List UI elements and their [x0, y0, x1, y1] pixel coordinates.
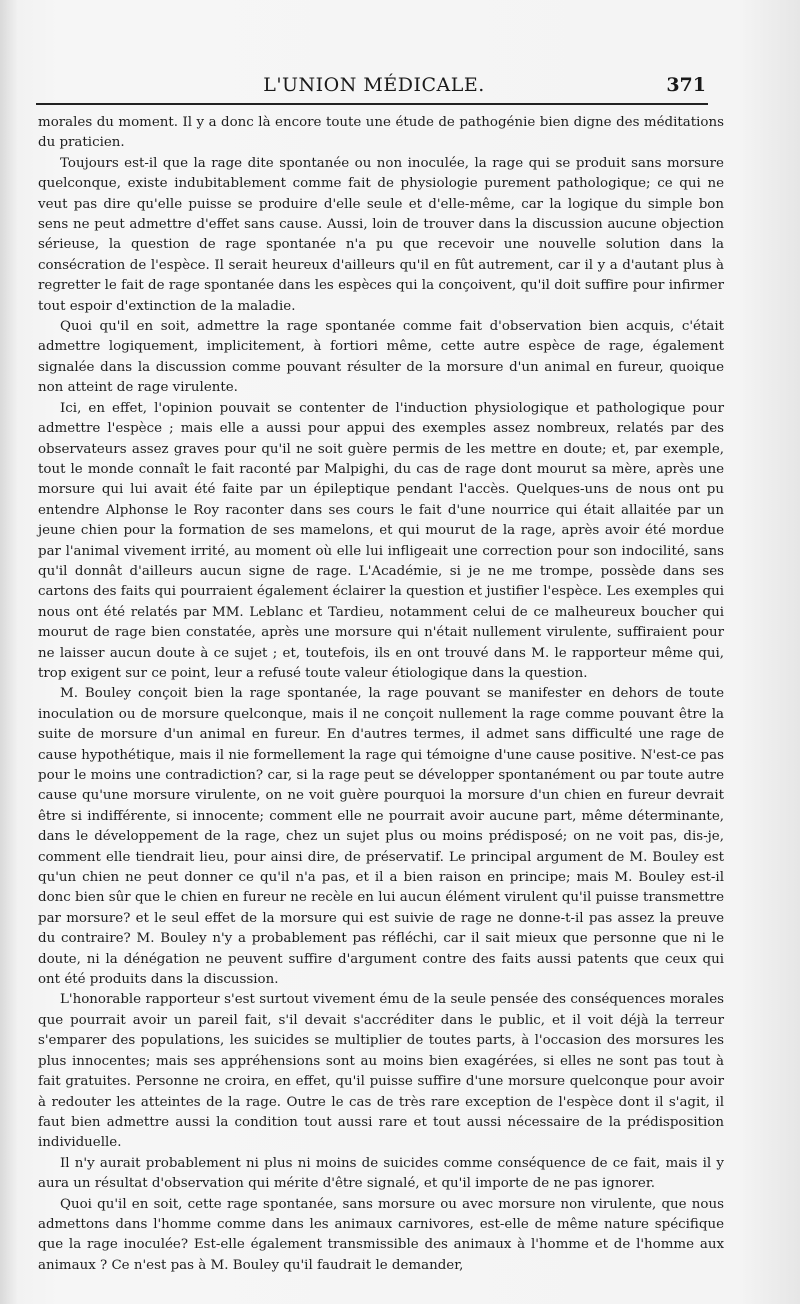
- paragraph: Ici, en effet, l'opinion pouvait se contenter de l'induction physiologique et pathologique pour admettre l'espèce ; mais elle a aussi pour appui des exemples assez nombreux, relatés par des observateurs assez graves pour qu'il ne soit guère permis de les mettre en doute; et, par exemple, tout le monde connaît le fait raconté par Malpighi, du cas de rage dont mourut sa mère, après une morsure qui lui avait été faite par un épileptique pendant l'accès. Quelques-uns de nous ont pu entendre Alphonse le Roy raconter dans ses cours le fait d'une nourrice qui était allaitée par un jeune chien pour la formation de ses mamelons, et qui mourut de la rage, après avoir été mordue par l'animal vivement irrité, au moment où elle lui infligeait une correction pour son indocilité, sans qu'il donnât d'ailleurs aucun signe de rage. L'Académie, si je ne me trompe, possède dans ses cartons des faits qui pourraient également éclairer la question et justifier l'espèce. Les exemples qui nous ont été relatés par MM. Leblanc et Tardieu, notamment celui de ce malheureux boucher qui mourut de rage bien constatée, après une morsure qui n'était nullement virulente, suffiraient pour ne laisser aucun doute à ce sujet ; et, toutefois, ils en ont trouvé dans M. le rapporteur même qui, trop exigent sur ce point, leur a refusé toute valeur étiologique dans la question.: [38, 400, 724, 681]
- paragraph: Toujours est-il que la rage dite spontanée ou non inoculée, la rage qui se produit sans morsure quelconque, existe indubitablement comme fait de physiologie purement pathologique; ce qui ne veut pas dire qu'elle puisse se produire d'elle seule et d'elle-même, car la logique du simple bon sens ne peut admettre d'effet sans cause. Aussi, loin de trouver dans la discussion aucune objection sérieuse, la question de rage spontanée n'a pu que recevoir une nouvelle solution dans la consécration de l'espèce. Il serait heureux d'ailleurs qu'il en fût autrement, car il y a d'autant plus à regretter le fait de rage spontanée dans les espèces qui la conçoivent, qu'il doit suffire pour infirmer tout espoir d'extinction de la maladie.: [38, 155, 724, 314]
- page-number: 371: [666, 74, 706, 96]
- paragraph: Il n'y aurait probablement ni plus ni moins de suicides comme conséquence de ce fait, mais il y aura un résultat d'observation qui mérite d'être signalé, et qu'il importe de ne pas ignorer.: [38, 1155, 724, 1192]
- paragraph: L'honorable rapporteur s'est surtout vivement ému de la seule pensée des conséquences morales que pourrait avoir un pareil fait, s'il devait s'accréditer dans le public, et il voit déjà la terreur s'emparer des populations, les suicides se multiplier de toutes parts, à l'occasion des morsures les plus innocentes; mais ses appréhensions sont au moins bien exagérées, si elles ne sont pas tout à fait gratuites. Personne ne croira, en effet, qu'il puisse suffire d'une morsure quelconque pour avoir à redouter les atteintes de la rage. Outre le cas de très rare exception de l'espèce dont il s'agit, il faut bien admettre aussi la condition tout aussi rare et tout aussi nécessaire de la prédisposition individuelle.: [38, 992, 724, 1151]
- paragraph: M. Bouley conçoit bien la rage spontanée, la rage pouvant se manifester en dehors de toute inoculation ou de morsure quelconque, mais il ne conçoit nullement la rage comme pouvant être la suite de morsure d'un animal en fureur. En d'autres termes, il admet sans difficulté une rage de cause hypothétique, mais il nie formellement la rage qui témoigne d'une cause positive. N'est-ce pas pour le moins une contradiction? car, si la rage peut se développer spontanément ou par toute autre cause qu'une morsure virulente, on ne voit guère pourquoi la morsure d'un chien en fureur devrait être si indifférente, si innocente; comment elle ne pourrait avoir aucune part, même déterminante, dans le développement de la rage, chez un sujet plus ou moins prédisposé; on ne voit pas, dis-je, comment elle tiendrait lieu, pour ainsi dire, de préservatif. Le principal argument de M. Bouley est qu'un chien ne peut donner ce qu'il n'a pas, et il a bien raison en principe; mais M. Bouley est-il donc bien sûr que le chien en fureur ne recèle en lui aucun élément virulent qu'il puisse transmettre par morsure? et le seul effet de la morsure qui est suivie de rage ne donne-t-il pas assez la preuve du contraire? M. Bouley n'y a probablement pas réfléchi, car il sait mieux que personne que ni le doute, ni la dénégation ne peuvent suffire d'argument contre des faits aussi patents que ceux qui ont été produits dans la discussion.: [38, 686, 724, 988]
- running-header: [36, 70, 712, 102]
- paragraph: Quoi qu'il en soit, admettre la rage spontanée comme fait d'observation bien acquis, c'était admettre logiquement, implicitement, à fortiori même, cette autre espèce de rage, également signalée dans la discussion comme pouvant résulter de la morsure d'un animal en fureur, quoique non atteint de rage virulente.: [38, 319, 724, 396]
- paragraph: Quoi qu'il en soit, cette rage spontanée, sans morsure ou avec morsure non virulente, que nous admettons dans l'homme comme dans les animaux carnivores, est-elle de même nature spécifique que la rage inoculée? Est-elle également transmissible des animaux à l'homme et de l'homme aux animaux ? Ce n'est pas à M. Bouley qu'il faudrait le demander,: [38, 1196, 724, 1273]
- journal-title: L'UNION MÉDICALE.: [263, 74, 485, 96]
- header-rule: [36, 103, 708, 105]
- article-body: [38, 113, 724, 1276]
- paragraph: morales du moment. Il y a donc là encore toute une étude de pathogénie bien digne des méditations du praticien.: [38, 115, 724, 151]
